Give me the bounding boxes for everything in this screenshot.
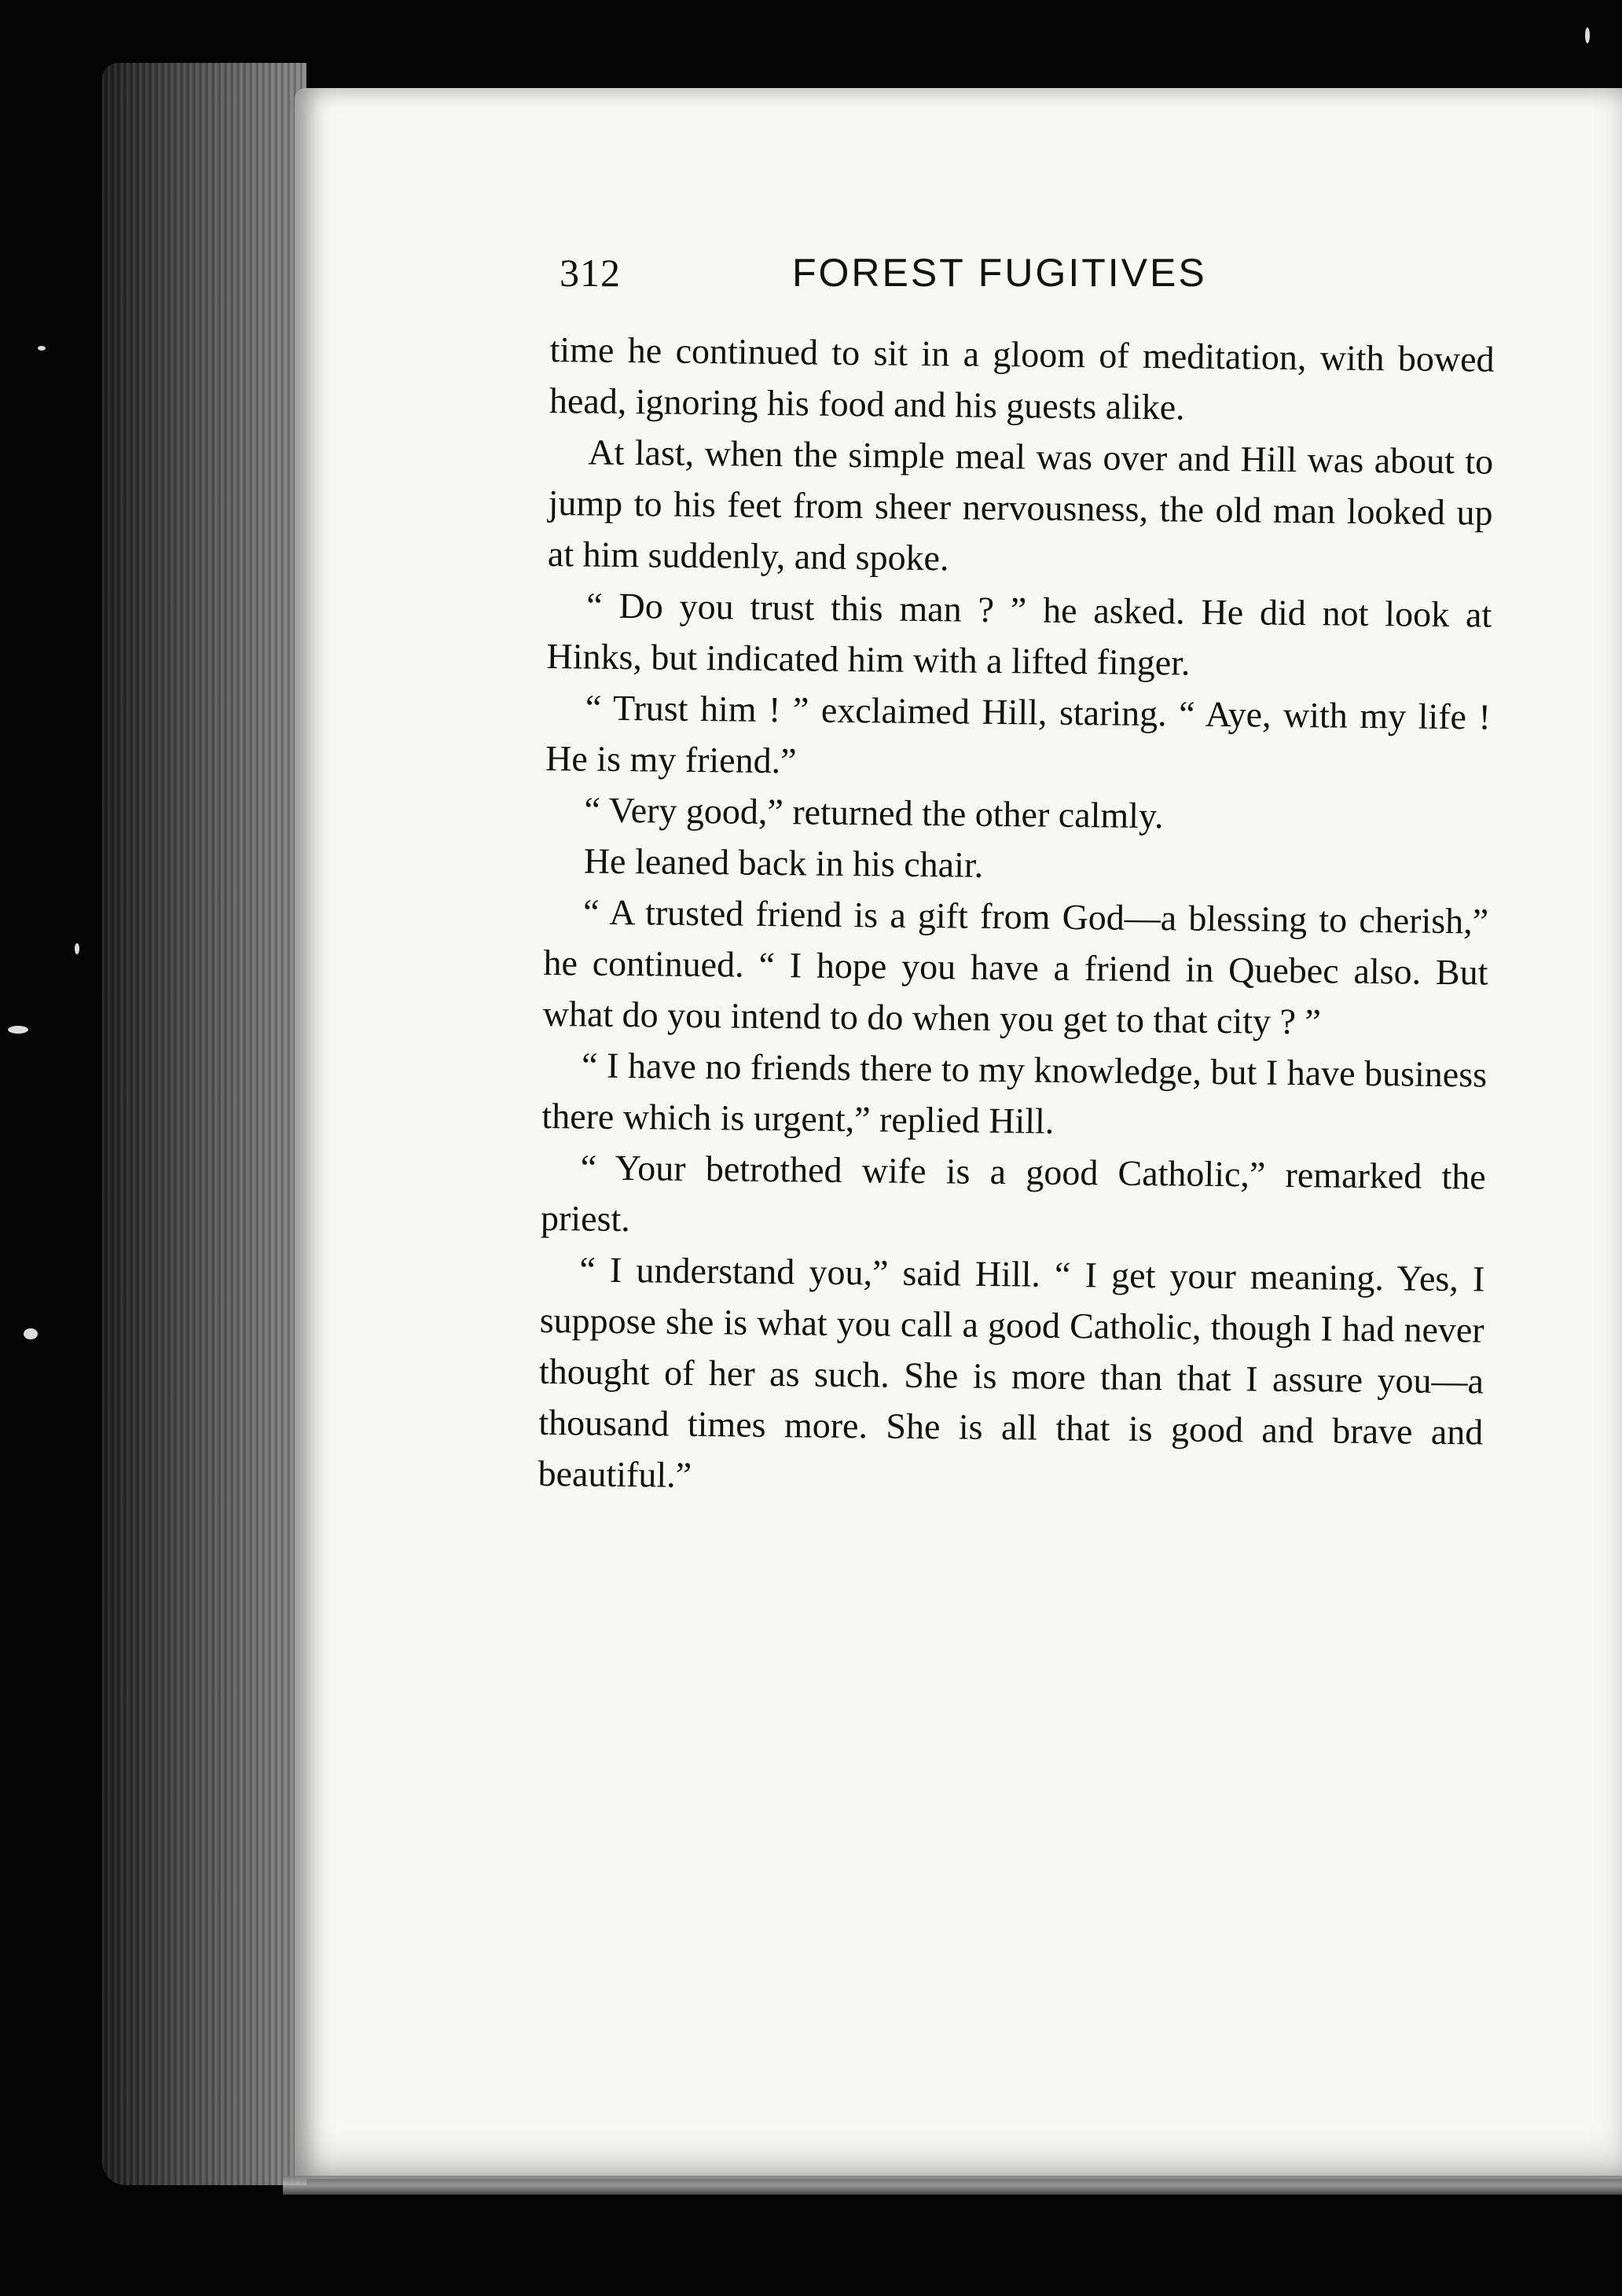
paragraph: “ Trust him ! ” exclaimed Hill, staring. “ Aye, with my life ! He is my friend.” xyxy=(545,687,1492,781)
paragraph: “ A trusted friend is a gift from God—a blessing to cherish,” he continued. “ I hope you have a friend in Quebec also. But what do you intend to do when you get to that city ? ” xyxy=(542,891,1489,1042)
paragraph: At last, when the simple meal was over and Hill was about to jump to his feet from sheer nervousness, the old man looked up at him suddenly, and spoke. xyxy=(547,432,1494,579)
paragraph: “ I have no friends there to my knowledge, but I have business there which is urgent,” replied Hill. xyxy=(541,1045,1488,1141)
body-text xyxy=(538,324,1495,1509)
paragraph: “ Very good,” returned the other calmly. xyxy=(584,789,1164,836)
speck xyxy=(1585,28,1590,43)
speck xyxy=(38,346,46,351)
speck xyxy=(24,1328,38,1339)
paragraph: “ I understand you,” said Hill. “ I get your meaning. Yes, I suppose she is what you call a good Catholic, though I had never thought of her as such. She is more than that I assure you—a thousand times more. She is all that is good and brave and beautiful.” xyxy=(538,1249,1485,1495)
speck xyxy=(75,943,79,954)
page-number: 312 xyxy=(560,251,621,295)
page-bottom-edge xyxy=(283,2176,1622,2195)
paragraph: “ Your betrothed wife is a good Catholic,” remarked the priest. xyxy=(540,1147,1486,1240)
paragraph: time he continued to sit in a gloom of meditation, with bowed head, ignoring his food and his guests alike. xyxy=(549,329,1495,428)
speck xyxy=(8,1026,28,1034)
book-title: FOREST FUGITIVES xyxy=(792,251,1207,295)
running-head xyxy=(560,250,1283,305)
paragraph: He leaned back in his chair. xyxy=(583,840,984,885)
book-fore-edge xyxy=(102,63,306,2185)
paragraph: “ Do you trust this man ? ” he asked. He did not look at Hinks, but indicated him with a lifted finger. xyxy=(546,585,1492,683)
